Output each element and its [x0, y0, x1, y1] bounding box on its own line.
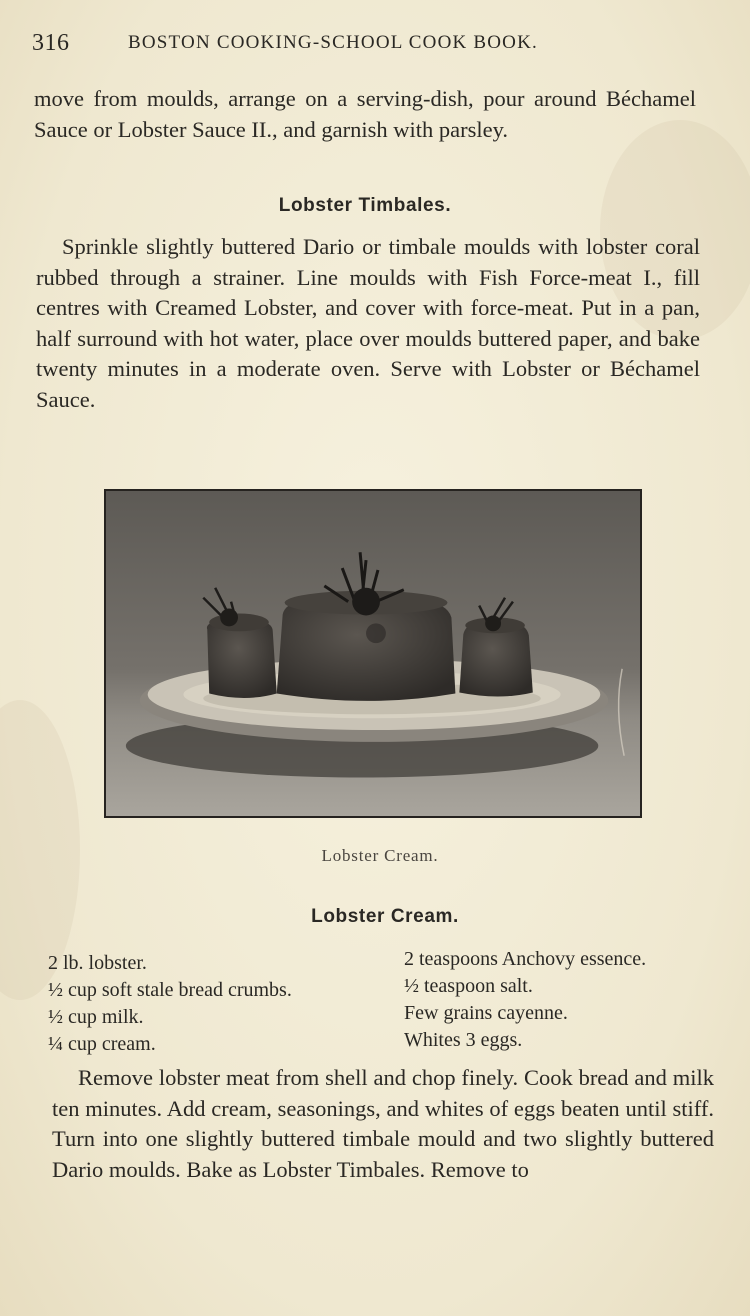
heading-lobster-timbales: Lobster Timbales. — [278, 195, 452, 216]
heading-lobster-cream: Lobster Cream. — [311, 906, 459, 927]
ingredient-line: 2 teaspoons Anchovy essence. — [404, 948, 647, 970]
page-header — [32, 28, 722, 58]
continued-paragraph: move from moulds, arrange on a serving-dish, pour around Béchamel Sauce or Lobster Sauce II., and garnish with parsley. — [34, 86, 696, 142]
ingredient-line: ½ cup milk. — [48, 1006, 144, 1028]
running-head: BOSTON COOKING-SCHOOL COOK BOOK. — [128, 32, 538, 53]
ingredient-line: ¼ cup cream. — [48, 1033, 156, 1055]
lobster-cream-photo — [104, 489, 642, 818]
ingredient-line: Few grains cayenne. — [404, 1002, 568, 1024]
lobster-cream-illustration — [106, 491, 640, 816]
ingredient-line: 2 lb. lobster. — [48, 952, 147, 974]
page-number: 316 — [32, 30, 70, 56]
lobster-timbales-paragraph: Sprinkle slightly buttered Dario or timbale moulds with lobster coral rubbed through a strainer. Line moulds with Fish Force-meat I., fill centres with Creamed Lobster, and cover with force-meat. Put in a pan, half surround with hot water, place over moulds buttered paper, and bake twenty minutes in a moderate oven. Serve with Lobster or Béchamel Sauce. — [36, 234, 700, 412]
ingredients-right-column — [404, 946, 724, 1054]
ingredient-line: ½ cup soft stale bread crumbs. — [48, 979, 292, 1001]
figure-caption: Lobster Cream. — [321, 846, 439, 865]
ingredients-left-column — [48, 950, 398, 1058]
ingredient-line: ½ teaspoon salt. — [404, 975, 533, 997]
ingredient-line: Whites 3 eggs. — [404, 1029, 523, 1051]
lobster-cream-paragraph: Remove lobster meat from shell and chop finely. Cook bread and milk ten minutes. Add cream, seasonings, and whites of eggs beaten until stiff. Turn into one slightly buttered timbale mould and two slightly buttered Dario moulds. Bake as Lobster Timbales. Remove to — [52, 1065, 714, 1182]
